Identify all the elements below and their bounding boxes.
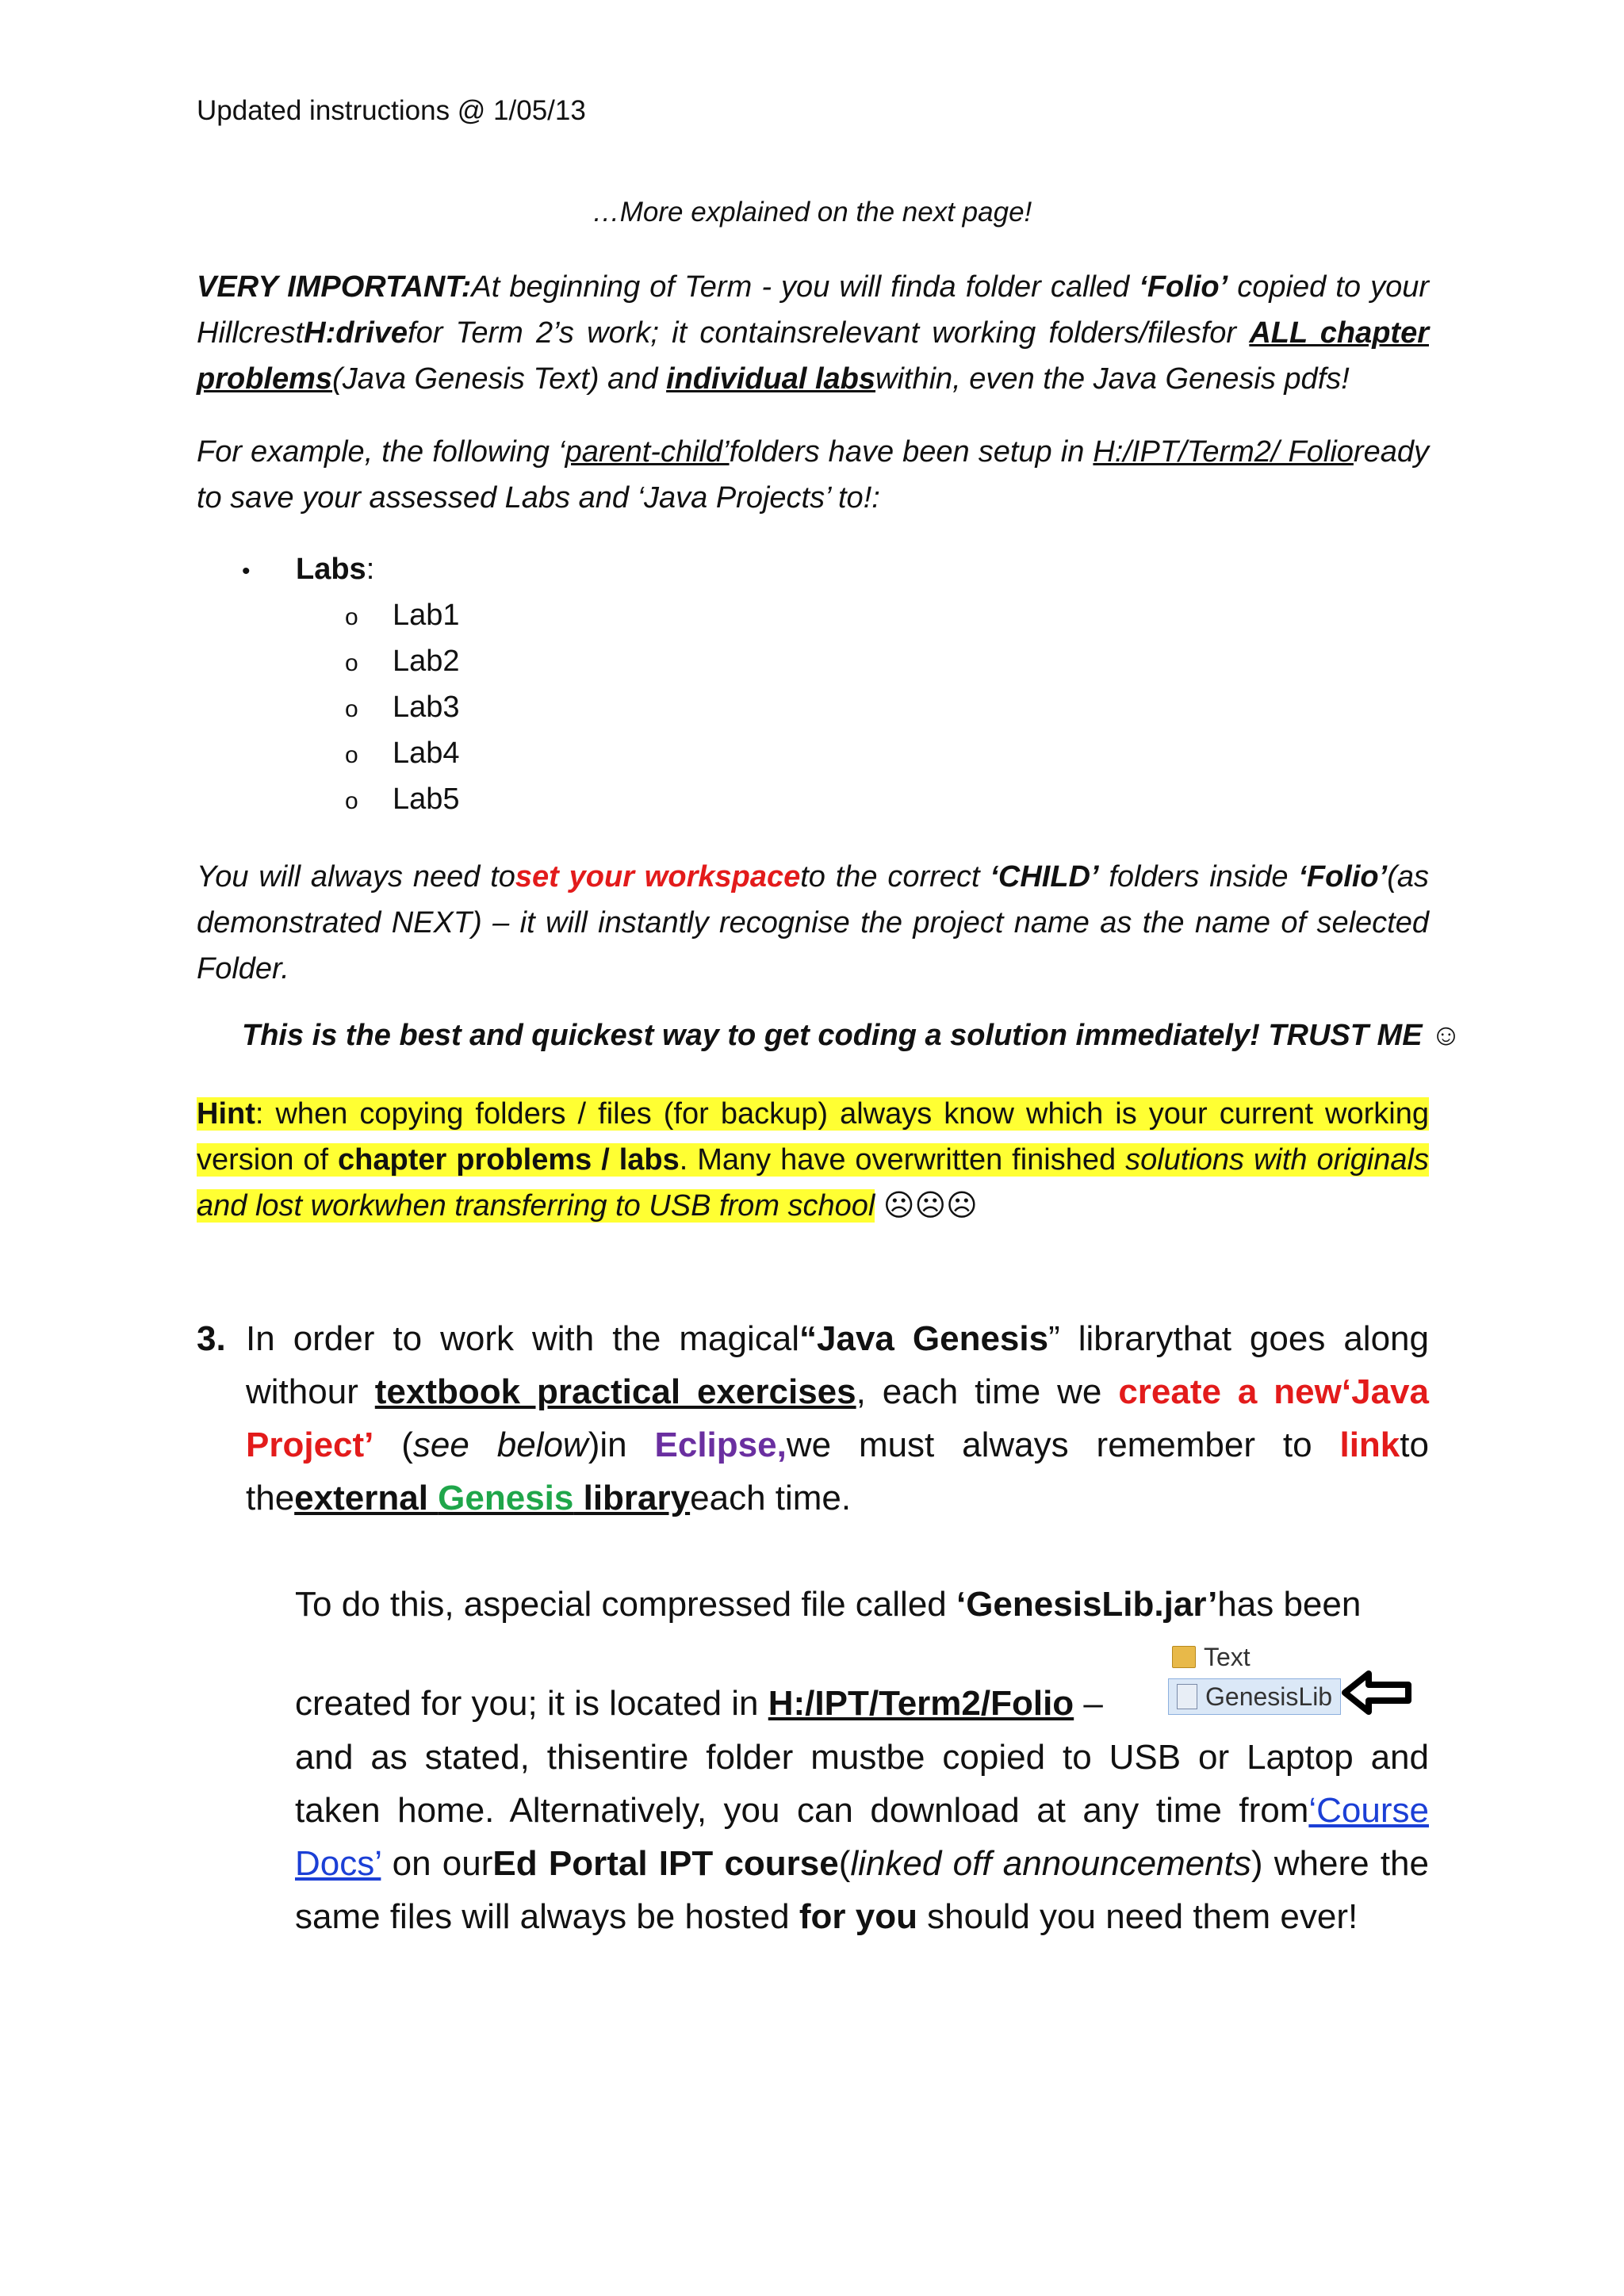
folio-path-2: H:/IPT/Term2/Folio [768,1684,1074,1723]
section-3 [197,1312,1429,1525]
circle-bullet-icon: o [345,696,358,722]
sad-faces: ☹☹☹ [875,1189,978,1223]
important-lead: VERY IMPORTANT: [197,270,472,304]
external-term: external [294,1479,439,1517]
ed-portal-term: Ed Portal IPT course [492,1844,839,1883]
list-item: o Lab3 [345,691,460,724]
page-header: Updated instructions @ 1/05/13 [197,95,586,126]
genesis-term: Genesis [438,1479,574,1517]
circle-bullet-icon: o [345,604,358,630]
linked-off-announcements: linked off announcements [850,1844,1251,1883]
jar-file-icon [1177,1684,1197,1709]
all-chapter-problems: ALL chapter problems [197,316,1429,396]
more-note: …More explained on the next page! [592,197,1032,228]
circle-bullet-icon: o [345,650,358,676]
solutions-warning: solutions with originals and lost workwhen transferring to USB from school [197,1143,1430,1223]
course-docs-link[interactable]: ‘Course Docs’ [295,1791,1429,1883]
example-paragraph: For example, the following ‘parent-child’folders have been setup in H:/IPT/Term2/ Folioready to save your assessed Labs and ‘Java Projects’ to!: [197,435,1429,515]
todo-paragraph: and as stated, thisentire folder mustbe copied to USB or Laptop and taken home. Alternatively, you can download at any time from‘Course Docs’ on ourEd Portal IPT course(linked off announcements) where the same files will always be hosted for you should you need them ever! [295,1738,1429,1936]
link-term: link [1339,1425,1400,1464]
eclipse-term: Eclipse, [654,1425,787,1464]
hdrive-term: H:drive [304,316,408,350]
list-item: o Lab5 [345,783,460,816]
java-genesis-term: “Java Genesis [799,1319,1049,1358]
folio-term: ‘Folio’ [1139,270,1228,304]
folder-row-text: Text [1172,1640,1251,1674]
hint-paragraph: Hint: when copying folders / files (for backup) always know which is your current working version of chapter problems / labs. Many have overwritten finished solutions with originals and lost workwhen transferring to USB from school ☹☹☹ [197,1097,1430,1223]
chapter-problems-labs: chapter problems / labs [338,1143,680,1177]
list-item: o Lab2 [345,645,460,678]
workspace-paragraph: You will always need toset your workspaceto the correct ‘CHILD’ folders inside ‘Folio’(as demonstrated NEXT) – it will instantly recognise the project name as the name of selected Folder. [197,860,1429,985]
parent-child-term: parent-child’ [565,435,730,469]
see-below: see below [412,1425,588,1464]
section-3-body: In order to work with the magical“Java Genesis” librarythat goes along withour textbook practical exercises, each time we create a new‘Java Project’ (see below)in Eclipse,we must always remember to linkto theexternal Genesis libraryeach time. [246,1319,1429,1517]
folio-path: H:/IPT/Term2/ Folio [1093,435,1354,469]
set-workspace-term: set your workspace [515,860,801,894]
library-term: library [573,1479,691,1517]
list-item: o Lab1 [345,599,460,632]
important-paragraph: VERY IMPORTANT:At beginning of Term - you will finda folder called ‘Folio’ copied to your HillcrestH:drivefor Term 2’s work; it containsrelevant working folders/filesfor ALL chapter problems(Java Genesis Text) and individual labswithin, even the Java Genesis pdfs! [197,270,1430,396]
create-project-term: create a new‘Java Project’ [246,1372,1429,1464]
circle-bullet-icon: o [345,742,358,768]
todo-line-2: created for you; it is located in H:/IPT/Term2/Folio – [295,1684,1103,1723]
labs-heading: Labs [296,553,366,586]
todo-line-1: To do this, aspecial compressed file called ‘GenesisLib.jar’has been [295,1585,1362,1624]
circle-bullet-icon: o [345,788,358,814]
individual-labs: individual labs [666,362,876,396]
textbook-exercises: textbook practical exercises [374,1372,856,1411]
genesislib-jar: ‘GenesisLib.jar’ [956,1585,1218,1624]
folder-row-genesislib: GenesisLib [1168,1678,1341,1715]
bullet-icon: • [242,558,251,584]
child-term: ‘CHILD’ [990,860,1099,894]
hint-label: Hint [197,1097,255,1131]
trust-line: This is the best and quickest way to get coding a solution immediately! TRUST ME ☺ [242,1019,1461,1052]
section-number: 3. [197,1319,226,1358]
for-you: for you [799,1897,917,1936]
folder-icon [1172,1646,1196,1668]
list-item: o Lab4 [345,737,460,770]
labs-bullet: • Labs: [242,553,375,586]
left-arrow-icon [1342,1669,1413,1716]
folio-term: ‘Folio’ [1298,860,1388,894]
